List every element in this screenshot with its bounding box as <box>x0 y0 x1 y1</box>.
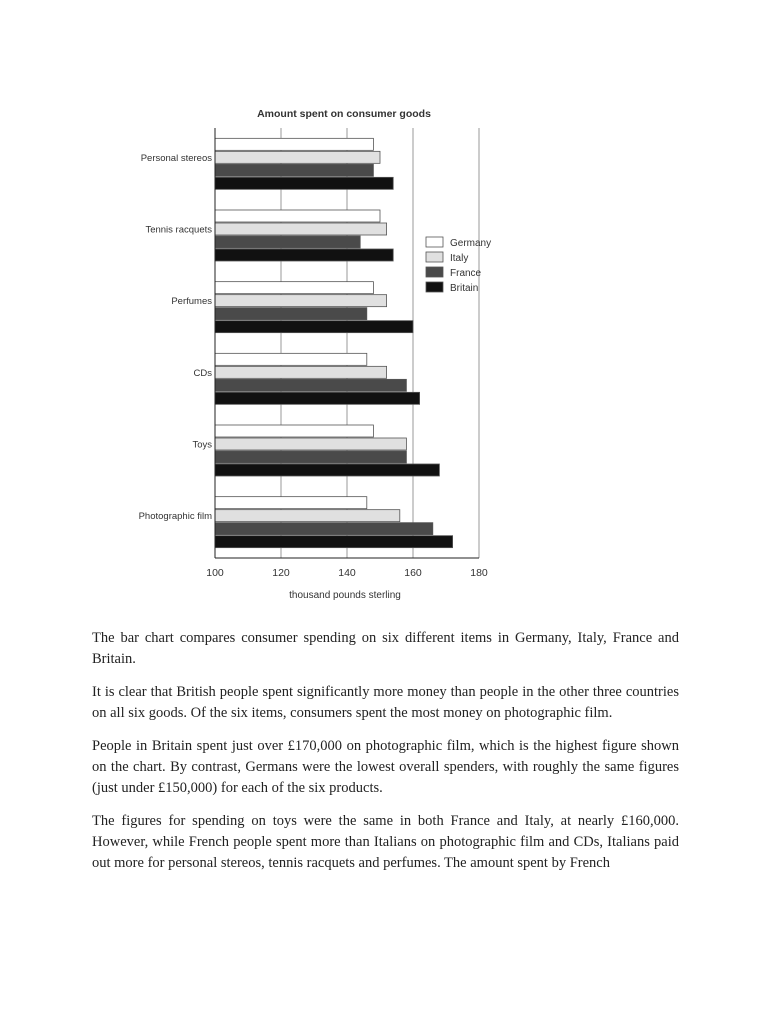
chart-gridlines <box>281 128 479 558</box>
bar-germany <box>215 353 367 365</box>
legend-swatch <box>426 282 443 292</box>
bar-italy <box>215 366 387 378</box>
bar-germany <box>215 282 373 294</box>
paragraph-1: The bar chart compares consumer spending on six different items in Germany, Italy, France and Britain. <box>92 630 679 667</box>
category-label: Perfumes <box>171 296 212 308</box>
bar-germany <box>215 497 367 509</box>
legend-swatch <box>426 252 443 262</box>
legend-label: France <box>450 268 482 279</box>
bar-france <box>215 523 433 535</box>
bar-germany <box>215 138 373 150</box>
bar-britain <box>215 464 439 476</box>
chart-legend <box>426 237 491 294</box>
consumer-goods-bar-chart <box>120 100 520 610</box>
bar-britain <box>215 177 393 189</box>
category-label: Toys <box>192 439 212 451</box>
x-tick-label: 180 <box>470 567 488 579</box>
bar-italy <box>215 223 387 235</box>
bar-italy <box>215 510 400 522</box>
body-text <box>92 628 679 886</box>
paragraph-4: The figures for spending on toys were the same in both France and Italy, at nearly £160,000. However, while French people spent more than Italians on photographic film and CDs, Italians paid out more for personal stereos, tennis racquets and perfumes. The amount spent by French <box>92 813 679 871</box>
category-label: CDs <box>193 367 212 379</box>
bar-france <box>215 451 406 463</box>
legend-swatch <box>426 267 443 277</box>
category-label: Tennis racquets <box>145 224 212 236</box>
legend-label: Germany <box>450 238 492 249</box>
x-tick-label: 140 <box>338 567 356 579</box>
category-label: Personal stereos <box>140 152 212 164</box>
bar-italy <box>215 438 406 450</box>
bar-italy <box>215 151 380 163</box>
bar-britain <box>215 536 453 548</box>
legend-label: Italy <box>450 253 469 264</box>
category-label: Photographic film <box>138 511 212 523</box>
bar-britain <box>215 321 413 333</box>
legend-label: Britain <box>450 283 479 294</box>
legend-swatch <box>426 237 443 247</box>
bar-britain <box>215 249 393 261</box>
bar-germany <box>215 210 380 222</box>
chart-title: Amount spent on consumer goods <box>257 108 431 120</box>
chart-bars <box>215 138 453 547</box>
x-tick-label: 160 <box>404 567 422 579</box>
category-labels <box>139 153 213 522</box>
paragraph-3: People in Britain spent just over £170,000 on photographic film, which is the highest figure shown on the chart. By contrast, Germans were the lowest overall spenders, with roughly the same figures (just under £150,000) for each of the six products. <box>92 738 679 796</box>
bar-france <box>215 164 373 176</box>
bar-france <box>215 308 367 320</box>
x-tick-label: 120 <box>272 567 290 579</box>
paragraph-2: It is clear that British people spent significantly more money than people in the other three countries on all six goods. Of the six items, consumers spent the most money on photographic film. <box>92 684 679 721</box>
bar-italy <box>215 295 387 307</box>
x-tick-label: 100 <box>206 567 224 579</box>
bar-france <box>215 379 406 391</box>
bar-britain <box>215 392 420 404</box>
bar-germany <box>215 425 373 437</box>
x-axis-tick-labels <box>206 567 488 579</box>
bar-france <box>215 236 360 248</box>
x-axis-label: thousand pounds sterling <box>289 590 401 601</box>
